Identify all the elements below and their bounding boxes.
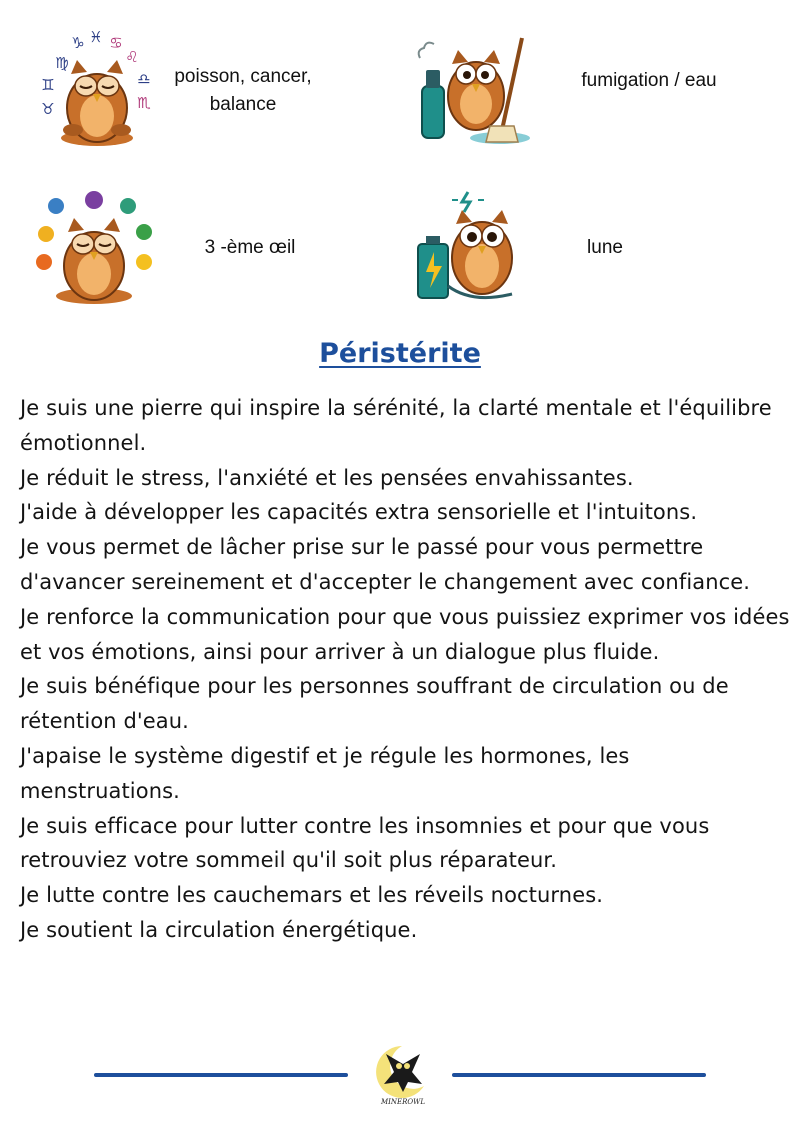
- logo-text: MINEROWL: [380, 1098, 426, 1106]
- chakra-card: [32, 188, 160, 308]
- page-title: Péristérite: [319, 338, 481, 369]
- paragraph: J'apaise le système digestif et je régule les hormones, les menstruations.: [20, 743, 630, 803]
- zodiac-glyph: ♎: [137, 70, 151, 88]
- zodiac-glyph: ♏: [137, 94, 151, 112]
- cleansing-card-label: fumigation / eau: [581, 70, 717, 91]
- paragraph: Je renforce la communication pour que vous puissiez exprimer vos idées et vos émotions, ainsi pour arriver à un dialogue plus fluide.: [20, 604, 790, 664]
- owl-moon-logo-icon: [372, 1042, 434, 1108]
- paragraph: Je suis efficace pour lutter contre les insomnies et pour que vous retrouviez votre sommeil qu'il soit plus réparateur.: [20, 813, 710, 873]
- description-body: [20, 391, 790, 948]
- recharge-card-label: lune: [587, 237, 623, 258]
- chakra-owl-icon: [32, 188, 160, 308]
- paragraph: Je suis une pierre qui inspire la sérénité, la clarté mentale et l'équilibre émotionnel.: [20, 396, 772, 455]
- recharge-card: [412, 186, 536, 306]
- paragraph: Je soutient la circulation énergétique.: [20, 917, 418, 942]
- paragraph: Je réduit le stress, l'anxiété et les pensées envahissantes.: [20, 465, 634, 490]
- zodiac-glyph: ♌: [125, 48, 139, 66]
- zodiac-card: [34, 28, 160, 150]
- paragraph: J'aide à développer les capacités extra sensorielle et l'intuitons.: [20, 500, 698, 525]
- paragraph: Je lutte contre les cauchemars et les réveils nocturnes.: [20, 883, 604, 908]
- chakra-card-label: 3 -ème œil: [204, 237, 296, 258]
- zodiac-glyph: ♉: [41, 100, 55, 118]
- zodiac-glyph: ♋: [109, 34, 123, 52]
- cleaning-owl-icon: [414, 30, 534, 148]
- zodiac-glyph: ♓: [89, 28, 103, 46]
- zodiac-glyph: ♍: [55, 54, 69, 72]
- paragraph: Je vous permet de lâcher prise sur le passé pour vous permettre d'avancer sereinement et d'accepter le changement avec confiance.: [20, 535, 751, 594]
- zodiac-glyph: ♊: [41, 76, 55, 94]
- brand-logo: [372, 1042, 434, 1112]
- zodiac-owl-icon: [34, 28, 160, 150]
- cleansing-card: [414, 30, 534, 148]
- zodiac-glyph: ♑: [71, 34, 85, 52]
- footer-divider-right: [452, 1073, 706, 1077]
- footer-divider-left: [94, 1073, 348, 1077]
- zodiac-card-label: poisson, cancer, balance: [174, 66, 312, 115]
- paragraph: Je suis bénéfique pour les personnes souffrant de circulation ou de rétention d'eau.: [20, 674, 729, 734]
- battery-owl-icon: [412, 186, 536, 306]
